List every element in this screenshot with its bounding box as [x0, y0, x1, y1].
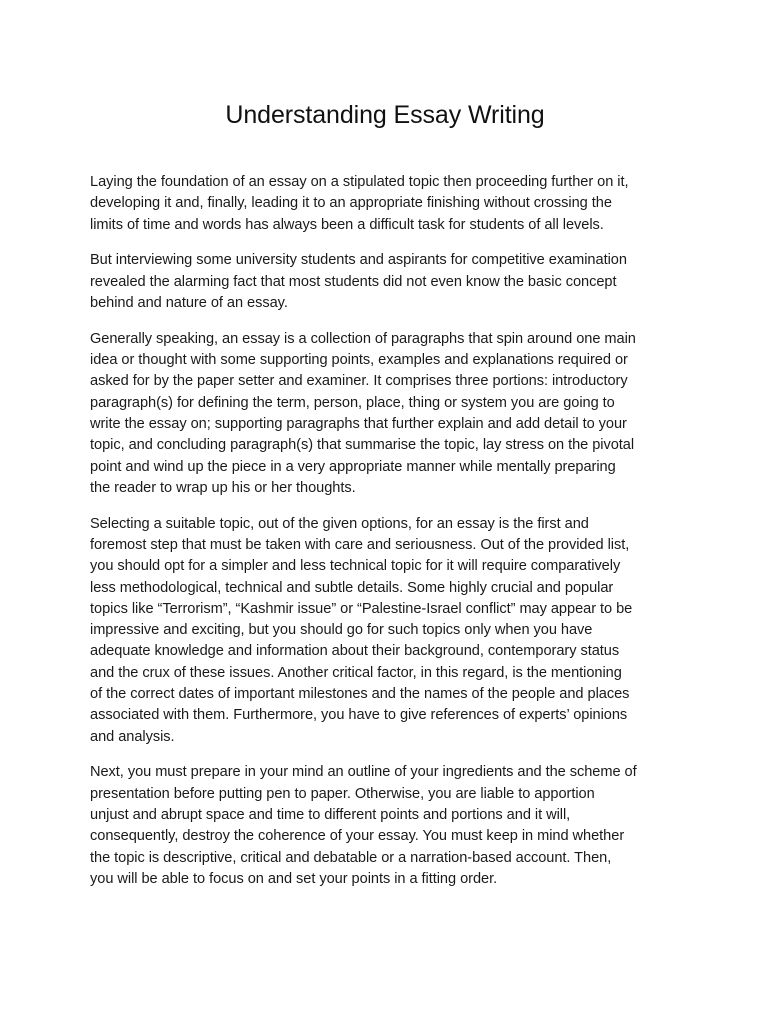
paragraph-line: developing it and, finally, leading it to an appropriate finishing without crossing the: [90, 195, 612, 212]
paragraph-4: [90, 514, 680, 748]
document-page: [90, 98, 680, 905]
paragraph-1: [90, 172, 680, 236]
paragraph-line: adequate knowledge and information about their background, contemporary status: [90, 643, 620, 660]
paragraph-line: consequently, destroy the coherence of your essay. You must keep in mind whether: [90, 828, 625, 845]
paragraph-line: and analysis.: [90, 728, 175, 745]
paragraph-line: you will be able to focus on and set your points in a fitting order.: [90, 870, 498, 887]
paragraph-2: [90, 250, 680, 314]
document-title: Understanding Essay Writing: [225, 101, 545, 129]
paragraph-line: associated with them. Furthermore, you have to give references of experts’ opinions: [90, 707, 628, 724]
paragraph-5: [90, 762, 680, 890]
paragraph-line: unjust and abrupt space and time to different points and portions and it will,: [90, 807, 571, 824]
paragraph-line: asked for by the paper setter and examiner. It comprises three portions: introductory: [90, 373, 628, 390]
paragraph-line: Laying the foundation of an essay on a stipulated topic then proceeding further on it,: [90, 174, 629, 190]
paragraph-line: point and wind up the piece in a very appropriate manner while mentally preparing: [90, 458, 616, 475]
paragraph-line: the reader to wrap up his or her thoughts.: [90, 479, 356, 496]
paragraph-line: the topic is descriptive, critical and debatable or a narration-based account. Then,: [90, 849, 612, 866]
paragraph-line: behind and nature of an essay.: [90, 294, 288, 311]
paragraph-line: and the crux of these issues. Another critical factor, in this regard, is the mentioning: [90, 664, 622, 681]
paragraph-3: [90, 329, 680, 499]
paragraph-line: idea or thought with some supporting points, examples and explanations required or: [90, 352, 628, 369]
paragraph-line: topic, and concluding paragraph(s) that summarise the topic, lay stress on the pivotal: [90, 437, 635, 454]
paragraph-line: revealed the alarming fact that most students did not even know the basic concept: [90, 273, 617, 290]
paragraph-line: Generally speaking, an essay is a collection of paragraphs that spin around one main: [90, 330, 636, 347]
paragraph-line: Next, you must prepare in your mind an outline of your ingredients and the scheme of: [90, 764, 637, 781]
paragraph-line: topics like “Terrorism”, “Kashmir issue” or “Palestine-Israel conflict” may appear to be: [90, 600, 633, 617]
paragraph-line: write the essay on; supporting paragraphs that further explain and add detail to your: [90, 415, 627, 432]
paragraph-line: presentation before putting pen to paper. Otherwise, you are liable to apportion: [90, 785, 595, 802]
paragraph-line: of the correct dates of important milestones and the names of the people and places: [90, 686, 630, 703]
paragraph-line: impressive and exciting, but you should go for such topics only when you have: [90, 622, 593, 639]
paragraph-line: less methodological, technical and subtle details. Some highly crucial and popular: [90, 579, 614, 596]
paragraph-line: But interviewing some university students and aspirants for competitive examination: [90, 252, 627, 269]
paragraph-line: limits of time and words has always been a difficult task for students of all levels.: [90, 216, 604, 233]
paragraph-line: Selecting a suitable topic, out of the given options, for an essay is the first and: [90, 515, 589, 532]
paragraph-line: you should opt for a simpler and less technical topic for it will require comparatively: [90, 558, 621, 575]
paragraph-line: foremost step that must be taken with care and seriousness. Out of the provided list,: [90, 536, 630, 553]
paragraph-line: paragraph(s) for defining the term, person, place, thing or system you are going to: [90, 394, 615, 411]
